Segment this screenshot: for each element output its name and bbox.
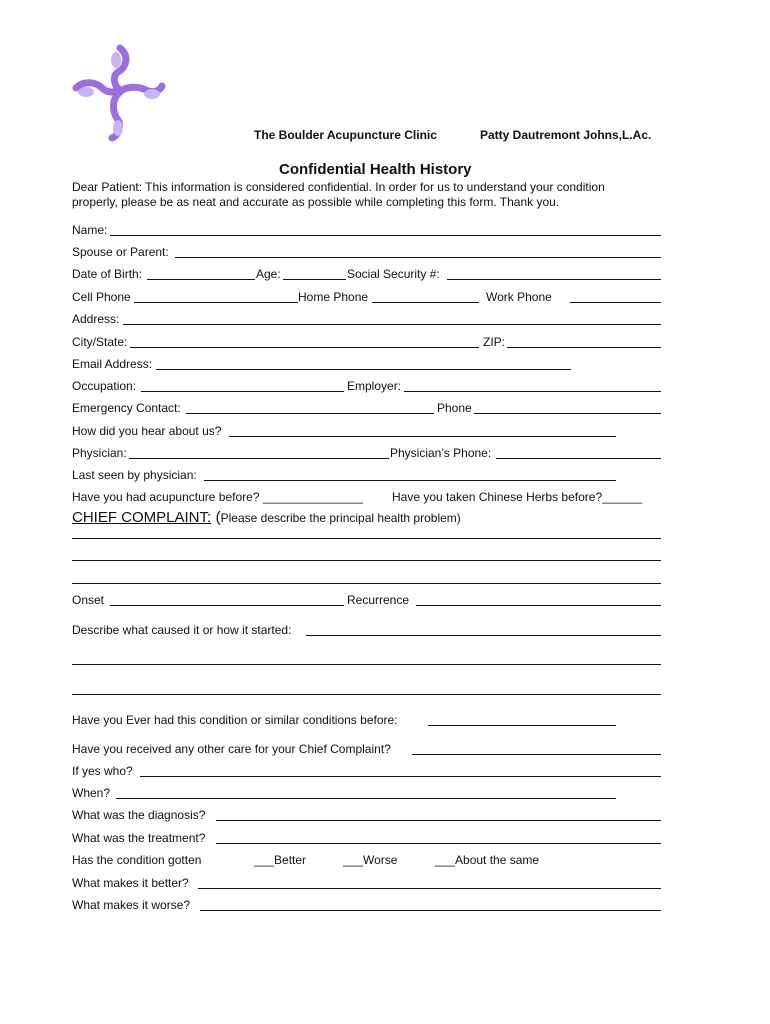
- age-label: Age:: [256, 267, 281, 281]
- intro-line-1: Dear Patient: This information is considered confidential. In order for us to understand your condition: [72, 180, 605, 194]
- chief-complaint-heading: [72, 509, 461, 527]
- name-label: Name:: [72, 223, 108, 237]
- physician-field[interactable]: [129, 458, 389, 459]
- emergency-phone-label: Phone: [437, 401, 472, 415]
- better-option[interactable]: ___Better: [254, 853, 307, 867]
- chief-complaint-description: Please describe the principal health problem): [220, 511, 461, 525]
- complaint-line-3[interactable]: [72, 583, 661, 584]
- last-seen-label: Last seen by physician:: [72, 468, 197, 482]
- referral-label: How did you hear about us?: [72, 424, 222, 438]
- work-phone-field[interactable]: [570, 302, 661, 303]
- occupation-label: Occupation:: [72, 379, 137, 393]
- chief-complaint-label: CHIEF COMPLAINT:: [72, 509, 212, 526]
- home-phone-field[interactable]: [372, 302, 479, 303]
- other-care-label: Have you received any other care for your Chief Complaint?: [72, 742, 391, 756]
- cell-phone-label: Cell Phone: [72, 290, 131, 304]
- email-label: Email Address:: [72, 357, 153, 371]
- makes-better-field[interactable]: [198, 888, 661, 889]
- intro-line-2: properly, please be as neat and accurate as possible while completing this form. Thank you.: [72, 195, 560, 209]
- name-field[interactable]: [110, 235, 661, 236]
- spouse-label: Spouse or Parent:: [72, 245, 169, 259]
- emergency-contact-label: Emergency Contact:: [72, 401, 181, 415]
- physician-label: Physician:: [72, 446, 127, 460]
- age-field[interactable]: [283, 279, 346, 280]
- diagnosis-field[interactable]: [216, 820, 661, 821]
- recurrence-field[interactable]: [416, 605, 661, 606]
- when-field[interactable]: [116, 798, 616, 799]
- cause-label: Describe what caused it or how it started:: [72, 623, 292, 637]
- treatment-label: What was the treatment?: [72, 831, 206, 845]
- cause-field[interactable]: [306, 635, 661, 636]
- treatment-field[interactable]: [216, 843, 661, 844]
- ssn-field[interactable]: [447, 279, 661, 280]
- occupation-field[interactable]: [141, 391, 344, 392]
- physician-phone-label: Physician’s Phone:: [390, 446, 492, 460]
- recurrence-label: Recurrence: [347, 593, 410, 607]
- address-field[interactable]: [123, 324, 661, 325]
- herbs-question[interactable]: Have you taken Chinese Herbs before?______: [392, 490, 643, 504]
- makes-better-label: What makes it better?: [72, 876, 189, 890]
- same-option[interactable]: ___About the same: [435, 853, 540, 867]
- clinic-name: The Boulder Acupuncture Clinic: [254, 128, 437, 142]
- other-care-field[interactable]: [412, 754, 661, 755]
- makes-worse-field[interactable]: [200, 910, 661, 911]
- condition-label: Has the condition gotten: [72, 853, 202, 867]
- practitioner-name: Patty Dautremont Johns,L.Ac.: [480, 128, 652, 142]
- spouse-field[interactable]: [175, 257, 661, 258]
- dob-field[interactable]: [147, 279, 255, 280]
- dob-label: Date of Birth:: [72, 267, 143, 281]
- home-phone-label: Home Phone: [298, 290, 369, 304]
- email-field[interactable]: [156, 369, 571, 370]
- form-title: Confidential Health History: [279, 161, 472, 178]
- address-label: Address:: [72, 312, 120, 326]
- emergency-contact-field[interactable]: [186, 413, 434, 414]
- onset-label: Onset: [72, 593, 105, 607]
- similar-condition-field[interactable]: [428, 725, 616, 726]
- onset-field[interactable]: [110, 605, 344, 606]
- city-label: City/State:: [72, 335, 128, 349]
- emergency-phone-field[interactable]: [474, 413, 661, 414]
- acupuncture-question[interactable]: Have you had acupuncture before? _______________: [72, 490, 363, 504]
- work-phone-label: Work Phone: [486, 290, 552, 304]
- cause-line-3[interactable]: [72, 694, 661, 695]
- zip-label: ZIP:: [483, 335, 506, 349]
- clinic-logo: [68, 42, 168, 142]
- cell-phone-field[interactable]: [134, 302, 298, 303]
- complaint-line-2[interactable]: [72, 560, 661, 561]
- worse-option[interactable]: ___Worse: [343, 853, 398, 867]
- similar-condition-label: Have you Ever had this condition or similar conditions before:: [72, 713, 398, 727]
- diagnosis-label: What was the diagnosis?: [72, 808, 206, 822]
- who-field[interactable]: [140, 776, 661, 777]
- when-label: When?: [72, 786, 111, 800]
- cause-line-2[interactable]: [72, 664, 661, 665]
- chief-complaint-paren: (: [215, 509, 221, 526]
- employer-label: Employer:: [347, 379, 402, 393]
- employer-field[interactable]: [404, 391, 661, 392]
- referral-field[interactable]: [229, 436, 616, 437]
- city-field[interactable]: [130, 347, 479, 348]
- physician-phone-field[interactable]: [496, 458, 661, 459]
- makes-worse-label: What makes it worse?: [72, 898, 191, 912]
- zip-field[interactable]: [507, 347, 661, 348]
- last-seen-field[interactable]: [204, 480, 616, 481]
- complaint-line-1[interactable]: [72, 538, 661, 539]
- who-label: If yes who?: [72, 764, 133, 778]
- ssn-label: Social Security #:: [347, 267, 440, 281]
